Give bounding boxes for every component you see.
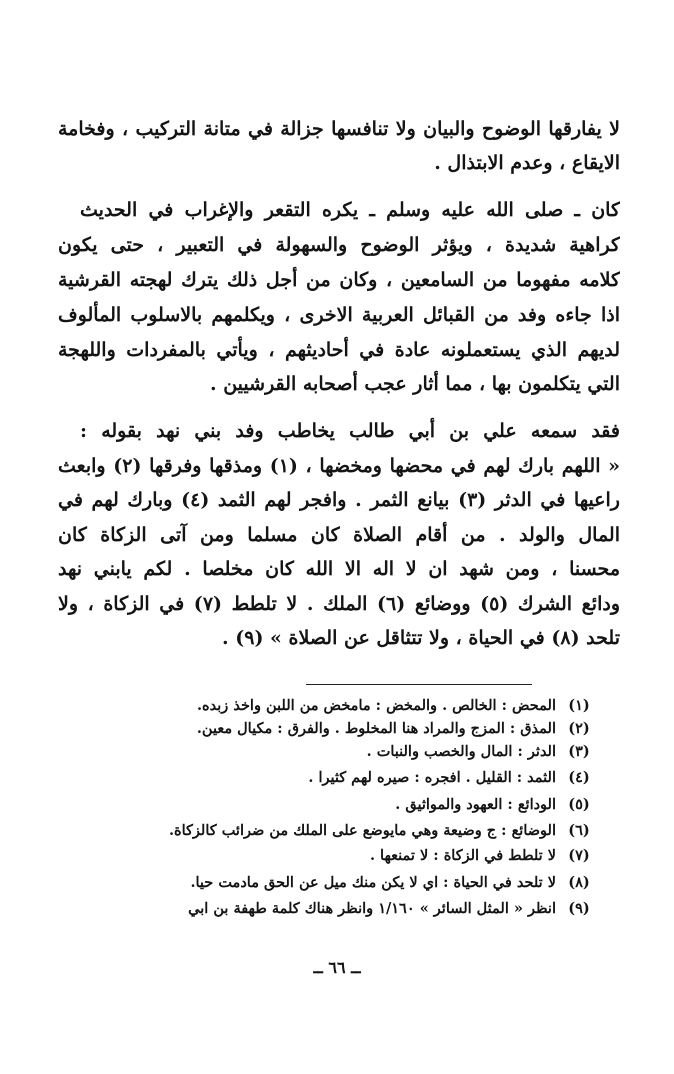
page-number: ــ ٦٦ ــ xyxy=(313,958,361,977)
footnote-number-5: (٥) xyxy=(568,796,590,813)
body-line-9: فقد سمعه علي بن أبي طالب يخاطب وفد بني نهد بقوله : xyxy=(80,420,620,442)
body-line-13: محسنا ، ومن شهد ان لا اله الا الله كان مخلصا . لكم يابني نهد xyxy=(58,558,620,580)
body-line-14: ودائع الشرك (٥) ووضائع (٦) الملك . لا تلطط (٧) في الزكاة ، ولا xyxy=(58,593,620,615)
footnote-number-6: (٦) xyxy=(568,822,590,839)
footnote-text-6: الوضائع : ج وضيعة وهي مايوضع على الملك من ضرائب كالزكاة. xyxy=(168,822,556,839)
body-line-11: راعيها في الدثر (٣) بيانع الثمر . وافجر لهم الثمد (٤) وبارك لهم في xyxy=(58,489,620,511)
body-line-5: كلامه مفهوما من السامعين ، وكان من أجل ذلك يترك لهجته القرشية xyxy=(58,269,620,291)
body-line-8: التي يتكلمون بها ، مما أثار عجب أصحابه القرشيين . xyxy=(209,373,620,395)
body-line-3: كان ـ صلى الله عليه وسلم ـ يكره التقعر والإغراب في الحديث xyxy=(80,199,620,221)
body-line-1: لا يفارقها الوضوح والبيان ولا تنافسها جزالة في متانة التركيب ، وفخامة xyxy=(58,118,620,140)
body-line-4: كراهية شديدة ، ويؤثر الوضوح والسهولة في التعبير ، حتى يكون xyxy=(58,234,620,256)
footnote-text-7: لا تلطط في الزكاة : لا تمنعها . xyxy=(369,847,556,864)
footnote-number-9: (٩) xyxy=(568,900,590,917)
footnote-text-5: الودائع : العهود والمواثيق . xyxy=(395,796,556,813)
body-line-10: « اللهم بارك لهم في محضها ومخضها ، (١) ومذقها وفرقها (٢) وابعث xyxy=(58,455,620,477)
footnote-text-1: المحض : الخالص . والمخض : مامخض من اللبن واخذ زبده. xyxy=(197,697,556,714)
footnote-number-1: (١) xyxy=(568,697,590,714)
footnote-separator xyxy=(306,684,532,685)
footnote-text-2: المذق : المزج والمراد هنا المخلوط . والفرق : مكيال معين. xyxy=(196,720,556,737)
body-line-6: اذا جاءه وفد من القبائل العربية الاخرى ، ويكلمهم بالاسلوب المألوف xyxy=(58,304,620,326)
footnote-text-3: الدثر : المال والخصب والنبات . xyxy=(366,743,556,760)
footnote-number-8: (٨) xyxy=(568,874,590,891)
footnote-number-4: (٤) xyxy=(568,769,590,786)
footnote-number-7: (٧) xyxy=(568,847,590,864)
body-line-7: لديهم الذي يستعملونه عادة في أحاديثهم ، ويأتي بالمفردات واللهجة xyxy=(58,339,620,361)
body-line-12: المال والولد . من أقام الصلاة كان مسلما ومن آتى الزكاة كان xyxy=(58,524,620,546)
body-line-15: تلحد (٨) في الحياة ، ولا تتثاقل عن الصلاة » (٩) . xyxy=(221,627,620,649)
footnote-text-4: الثمد : القليل . افجره : صيره لهم كثيرا . xyxy=(308,769,556,786)
footnote-number-2: (٢) xyxy=(568,720,590,737)
footnote-number-3: (٣) xyxy=(568,743,590,760)
footnote-text-8: لا تلحد في الحياة : اي لا يكن منك ميل عن الحق مادمت حيا. xyxy=(190,874,556,891)
footnote-text-9: انظر « المثل السائر » ١/١٦٠ وانظر هناك كلمة طهفة بن ابي xyxy=(188,900,556,917)
body-line-2: الايقاع ، وعدم الابتذال . xyxy=(434,152,620,174)
